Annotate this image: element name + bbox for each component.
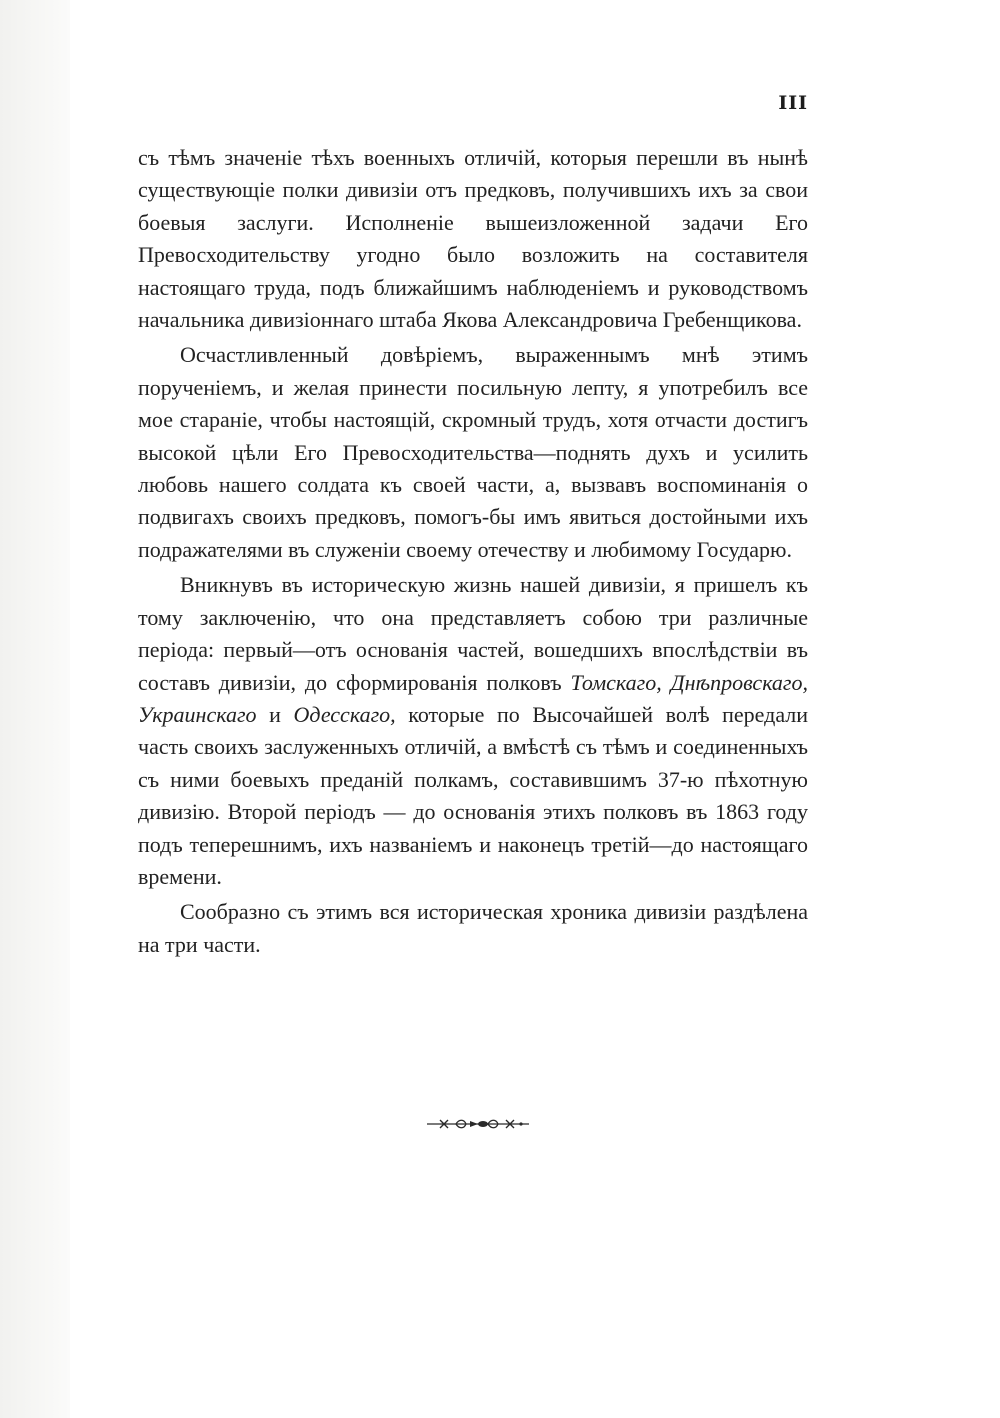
regiment-name-ukraine: Украинскаго xyxy=(138,701,257,727)
paragraph-4: Сообразно съ этимъ вся историческая хроника дивизіи раздѣлена на три части. xyxy=(138,899,808,957)
paragraph-2: Осчастливленный довѣріемъ, выраженнымъ мнѣ этимъ порученіемъ, и желая принести посильную лепту, я употребилъ все мое стараніе, чтобы настоящій, скромный трудъ, хотя отчасти достигъ высокой цѣли Его Превосходительства—поднять духъ и усилить любовь нашего солдата къ своей части, а, вызвавъ воспоминанія о подвигахъ своихъ предковъ, помогъ-бы имъ явиться достойными ихъ подражателями въ служеніи своему отечеству и любимому Государю. xyxy=(138,342,808,562)
paragraph-1: съ тѣмъ значеніе тѣхъ военныхъ отличій, которыя перешли въ нынѣ существующіе полки дивизіи отъ предковъ, получившихъ ихъ за свои боевыя заслуги. Исполненіе вышеизложенной задачи Его Превосходительству угодно было возложить на составителя настоящаго труда, подъ ближайшимъ наблюденіемъ и руководствомъ начальника дивизіоннаго штаба Якова Александровича Гребенщикова. xyxy=(138,145,808,333)
page-number: III xyxy=(778,92,808,114)
body-text xyxy=(138,142,808,961)
decorative-divider-icon xyxy=(426,1117,530,1131)
paragraph-3-intro: Вникнувъ въ историческую жизнь нашей дивизіи, я пришелъ къ тому заключенію, что она представляетъ собою три различные періода: первый—отъ основанія частей, вошедшихъ впослѣдствіи въ составъ дивизіи, до сформированія полковъ xyxy=(138,572,808,695)
page-edge-shadow xyxy=(0,0,70,1418)
paragraph-3-rest: которые по Высочайшей волѣ передали часть своихъ заслуженныхъ отличій, а вмѣстѣ съ тѣмъ и соединенныхъ съ ними боевыхъ преданій полкамъ, составившимъ 37-ю пѣхотную дивизію. Второй періодъ — до основанія этихъ полковъ въ 1863 году подъ теперешнимъ, ихъ названіемъ и наконецъ третій—до настоящаго времени. xyxy=(138,701,809,889)
regiment-name-tomsk: Томскаго, xyxy=(570,669,662,695)
paragraph-3 xyxy=(138,569,808,893)
conjunction: и xyxy=(269,701,281,727)
regiment-name-odessa: Одесскаго, xyxy=(293,701,396,727)
regiment-name-dnieper: Днѣпровскаго, xyxy=(670,669,809,695)
